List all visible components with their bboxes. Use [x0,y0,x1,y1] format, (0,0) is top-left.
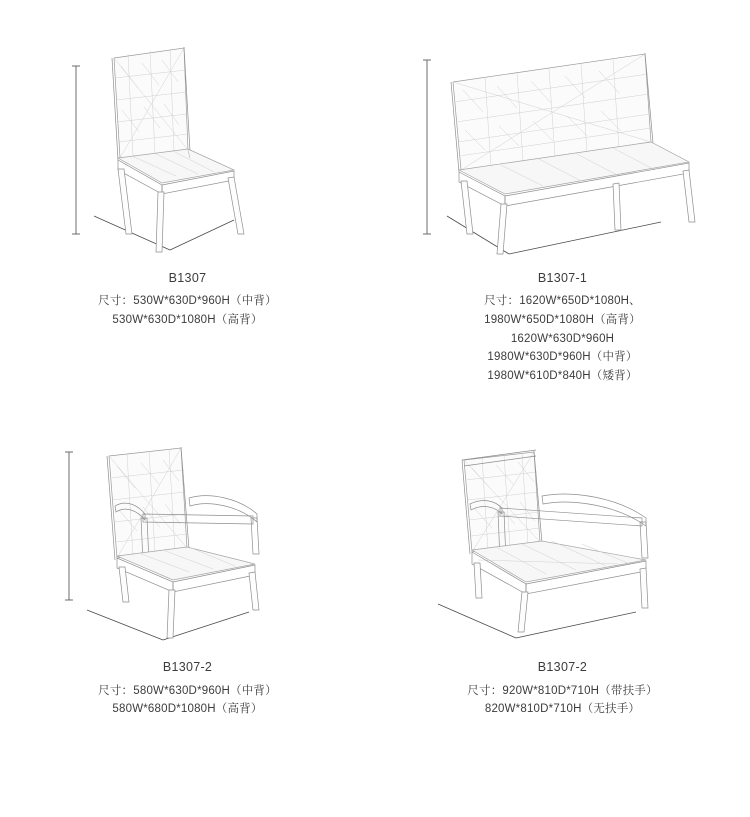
dimension-line: 1980W*610D*840H（矮背） [487,369,638,382]
bench-sofa-drawing [413,38,713,268]
dimension-line: 530W*630D*1080H（高背） [112,313,263,326]
product-caption-4 [467,657,657,719]
dimension-line: 1980W*650D*1080H（高背） [484,313,641,326]
dimension-line: 尺寸：920W*810D*710H（带扶手） [467,684,658,697]
product-grid [0,18,750,385]
dimension-line: 尺寸：1620W*650D*1080H、 [484,295,641,308]
product-caption-1 [98,268,277,330]
dimension-line: 尺寸：580W*630D*960H（中背） [98,684,277,697]
top-spacer [0,0,750,18]
product-caption-2 [484,268,641,385]
product-dimensions [484,292,641,385]
product-illustration-arm-chair [0,419,375,657]
row-spacer [0,385,750,419]
product-dimensions [98,292,277,329]
lounge-chair-drawing [418,442,708,657]
product-grid-row2 [0,419,750,719]
dimension-line: 820W*810D*710H（无扶手） [484,703,641,716]
product-dimensions [98,682,277,719]
product-caption-3 [98,657,277,719]
product-illustration-side-chair [0,18,375,268]
product-code: B1307 [168,271,207,285]
dimension-line: 尺寸：530W*630D*960H（中背） [98,295,277,308]
dimension-line: 580W*680D*1080H（高背） [112,703,263,716]
product-code: B1307-2 [537,660,588,675]
dimension-line: 1620W*630D*960H [510,332,615,345]
side-chair-drawing [58,38,318,268]
product-cell-3 [0,419,375,719]
product-illustration-lounge-chair [375,419,750,657]
product-dimensions [467,682,657,719]
product-cell-4 [375,419,750,719]
product-code: B1307-1 [537,271,588,285]
arm-chair-drawing [53,442,323,657]
product-illustration-bench-sofa [375,18,750,268]
product-cell-1 [0,18,375,385]
product-code: B1307-2 [162,660,213,675]
product-cell-2 [375,18,750,385]
dimension-line: 1980W*630D*960H（中背） [487,351,638,364]
